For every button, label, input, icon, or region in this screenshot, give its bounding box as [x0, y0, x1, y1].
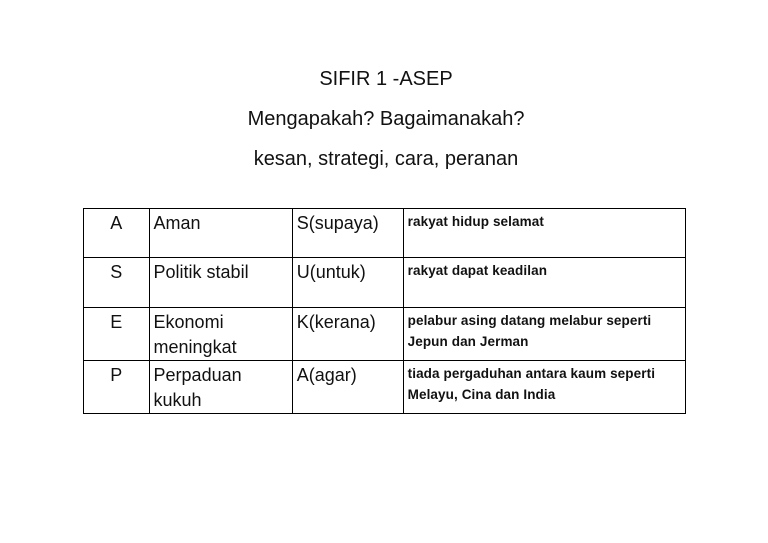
- table-row: [84, 361, 686, 414]
- row-connector: U(untuk): [296, 262, 366, 282]
- row-explanation: tiada pergaduhan antara kaum seperti Melayu, Cina dan India: [407, 366, 656, 402]
- row-term: Perpaduan kukuh: [153, 365, 242, 410]
- row-connector: A(agar): [296, 365, 357, 385]
- table-row: [84, 308, 686, 361]
- asep-table: [83, 208, 686, 414]
- row-term: Ekonomi meningkat: [153, 312, 237, 357]
- letter-cell: [84, 308, 150, 361]
- term-cell: [149, 258, 292, 308]
- letter-cell: [84, 258, 150, 308]
- row-connector: K(kerana): [296, 312, 376, 332]
- row-explanation: rakyat hidup selamat: [407, 214, 544, 229]
- letter-cell: [84, 209, 150, 258]
- row-term: Politik stabil: [153, 262, 249, 282]
- row-connector: S(supaya): [296, 213, 379, 233]
- row-letter: P: [110, 365, 123, 385]
- letter-cell: [84, 361, 150, 414]
- page-title: SIFIR 1 -ASEP: [319, 68, 453, 90]
- table-row: [84, 209, 686, 258]
- explanation-cell: [403, 258, 685, 308]
- explanation-cell: [403, 209, 685, 258]
- row-letter: A: [110, 213, 123, 233]
- connector-cell: [292, 308, 403, 361]
- table-row: [84, 258, 686, 308]
- page-subtitle: Mengapakah? Bagaimanakah?: [247, 108, 525, 130]
- row-explanation: rakyat dapat keadilan: [407, 263, 548, 278]
- term-cell: [149, 361, 292, 414]
- keywords-line: kesan, strategi, cara, peranan: [253, 148, 519, 170]
- row-term: Aman: [153, 213, 201, 233]
- term-cell: [149, 209, 292, 258]
- connector-cell: [292, 258, 403, 308]
- explanation-cell: [403, 361, 685, 414]
- term-cell: [149, 308, 292, 361]
- row-letter: S: [110, 262, 123, 282]
- connector-cell: [292, 209, 403, 258]
- connector-cell: [292, 361, 403, 414]
- explanation-cell: [403, 308, 685, 361]
- row-explanation: pelabur asing datang melabur seperti Jepun dan Jerman: [407, 313, 652, 349]
- row-letter: E: [110, 312, 123, 332]
